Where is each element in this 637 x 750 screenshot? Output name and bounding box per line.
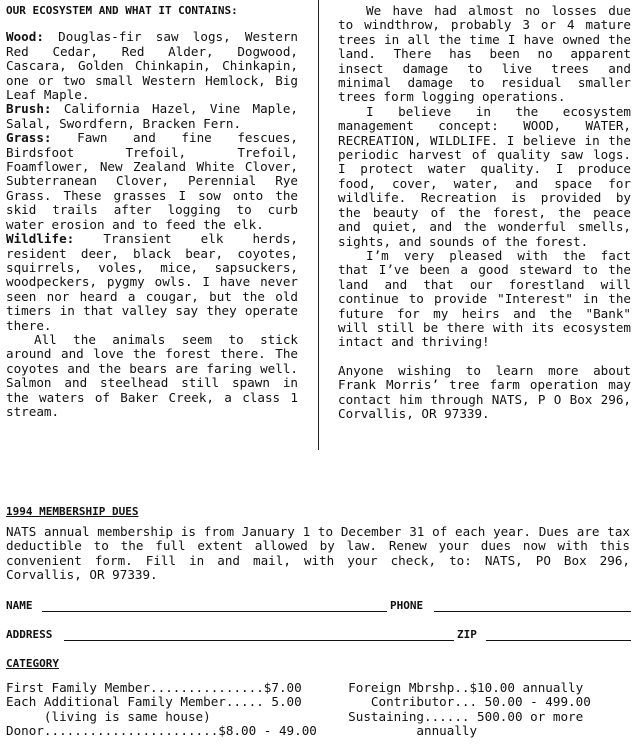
phone-field[interactable] [434,611,631,612]
contact-paragraph: Anyone wishing to learn more about Frank Morris’ tree farm operation may contact him through NATS, P O Box 296, Corvallis, OR 97339. [338,362,631,421]
address-label: ADDRESS [6,628,53,641]
article-header: OUR ECOSYSTEM AND WHAT IT CONTAINS: [6,4,238,17]
zip-label: ZIP [457,628,477,641]
article-left-column [6,4,298,419]
animals-paragraph: All the animals seem to stick around and love the forest there. The coyotes and the bears are faring well. Salmon and steelhead still spawn in the waters of Baker Creek, a class 1 stream. [6,331,298,419]
column-divider [318,0,319,450]
wood-paragraph [6,30,298,102]
steward-paragraph: I’m very pleased with the fact that I’ve been a good steward to the land and that our forestland will continue to provide "Interest" in the future for my heirs and the "Bank" will still be there with its ecosystem intact and thriving! [338,247,631,350]
name-label: NAME [6,599,33,612]
rates-left: First Family Member...............$7.00 Each Additional Family Member..... 5.00 (living is same house) Donor.......................$8.00 - 49.00 [6,680,317,739]
name-field[interactable] [42,611,387,612]
wood-label: Wood: [6,29,44,45]
wood-text: Douglas-fir saw logs, Western Red Cedar, Red Alder, Dogwood, Cascara, Golden Chinkapin, Chinkapin, one or two small Western Hemlock, Big Leaf Maple. [6,29,298,103]
grass-paragraph [6,131,298,232]
phone-label: PHONE [390,599,424,612]
brush-paragraph [6,102,298,131]
category-title: CATEGORY [6,657,59,670]
dues-title: 1994 MEMBERSHIP DUES [6,505,139,518]
grass-label: Grass: [6,130,52,146]
address-field[interactable] [64,640,454,641]
article-right-column [338,4,631,421]
dues-text: NATS annual membership is from January 1 to December 31 of each year. Dues are tax deductible to the full extent allowed by law. Renew your dues now with this convenient form. Fill in and mail, with your check, to: NATS, PO Box 296, Corvallis, OR 97339. [6,524,630,583]
brush-label: Brush: [6,101,52,117]
rates-right: Foreign Mbrshp..$10.00 annually Contributor... 50.00 - 499.00 Sustaining...... 500.00 or more annually [348,680,591,739]
wildlife-text: Transient elk herds, resident deer, black bear, coyotes, squirrels, voles, mice, sapsuckers, woodpeckers, pygmy owls. I have never seen nor heard a cougar, but the old timers in that valley say they operate there. [6,231,298,333]
grass-text: Fawn and fine fescues, Birdsfoot Trefoil, Trefoil, Foamflower, New Zealand White Clover, Subterranean Clover, Perennial Rye Grass. These grasses I sow onto the skid trails after logging to curb water erosion and to feed the elk. [6,130,298,232]
wildlife-label: Wildlife: [6,231,75,247]
ecosystem-paragraph: I believe in the ecosystem management concept: WOOD, WATER, RECREATION, WILDLIFE. I believe in the periodic harvest of quality saw logs. I protect water quality. I produce food, cover, water, and space for wildlife. Recreation is provided by the beauty of the forest, the peace and quiet, and the wonderful smells, sights, and sounds of the forest. [338,103,631,249]
wildlife-paragraph [6,232,298,333]
brush-text: California Hazel, Vine Maple, Salal, Swordfern, Bracken Fern. [6,101,298,131]
zip-field[interactable] [486,640,631,641]
losses-paragraph: We have had almost no losses due to windthrow, probably 3 or 4 mature trees in all the time I have owned the land. There has been no apparent insect damage to live trees and minimal damage to residual smaller trees form logging operations. [338,3,631,105]
